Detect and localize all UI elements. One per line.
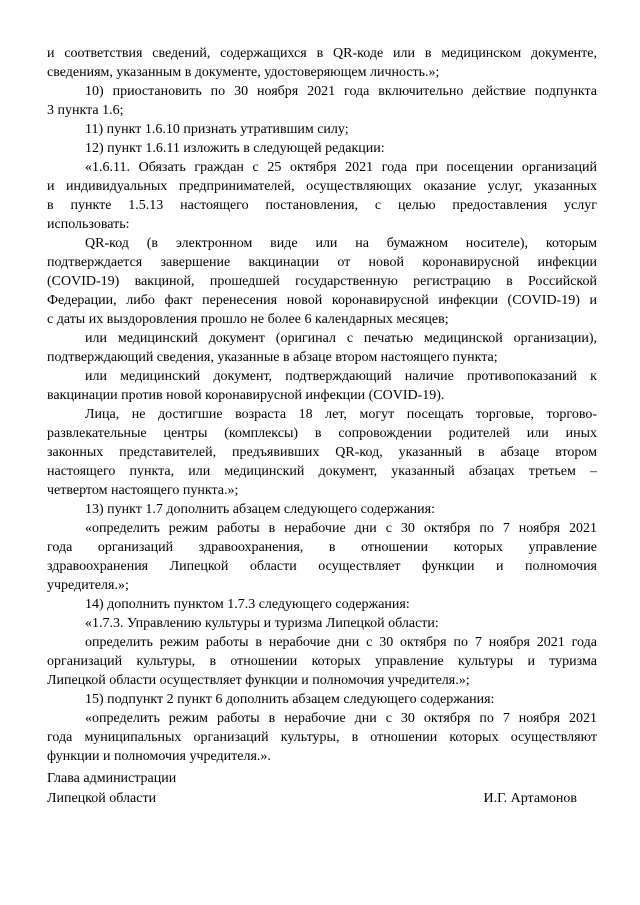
text-line: четвертом настоящего пункта.»; <box>47 483 239 498</box>
text-line: 3 пункта 1.6; <box>47 103 124 118</box>
text-line: определить режим работы в нерабочие дни с 30 октября по 7 ноября 2021 года <box>85 635 597 650</box>
signature-title-line1: Глава администрации <box>47 771 177 786</box>
text-line: законных представителей, предъявивших QR-код, указанный в абзаце втором <box>47 445 597 460</box>
text-line: 12) пункт 1.6.11 изложить в следующей редакции: <box>85 141 385 156</box>
text-line: QR-код (в электронном виде или на бумажном носителе), которым <box>85 236 597 251</box>
text-line: 14) дополнить пунктом 1.7.3 следующего содержания: <box>85 597 410 612</box>
text-line: вакцинации против новой коронавирусной инфекции (COVID-19). <box>47 388 445 403</box>
text-line: «определить режим работы в нерабочие дни с 30 октября по 7 ноября 2021 <box>85 711 597 726</box>
text-line: 10) приостановить по 30 ноября 2021 года включительно действие подпункта <box>85 84 597 99</box>
text-line: использовать: <box>47 217 130 232</box>
signatory-name: И.Г. Артамонов <box>483 791 577 806</box>
text-line: или медицинский документ, подтверждающий наличие противопоказаний к <box>85 369 597 384</box>
document-body <box>47 44 597 766</box>
signature-block <box>47 769 597 809</box>
text-line: (COVID-19) вакциной, прошедшей государственную регистрацию в Российской <box>47 274 597 289</box>
text-line: и индивидуальных предпринимателей, осуществляющих оказание услуг, указанных <box>47 179 597 194</box>
text-line: настоящего пункта, или медицинский документ, указанный абзацах третьем – <box>47 464 597 479</box>
text-line: года организаций здравоохранения, в отношении которых управление <box>47 540 597 555</box>
text-line: с даты их выздоровления прошло не более 6 календарных месяцев; <box>47 312 449 327</box>
text-line: 11) пункт 1.6.10 признать утратившим силу; <box>85 122 349 137</box>
text-line: Федерации, либо факт перенесения новой коронавирусной инфекции (COVID-19) и <box>47 293 597 308</box>
signature-title-line2: Липецкой области <box>47 791 157 806</box>
text-line: или медицинский документ (оригинал с печатью медицинской организации), <box>85 331 597 346</box>
text-line: развлекательные центры (комплексы) в сопровождении родителей или иных <box>47 426 597 441</box>
text-line: и соответствия сведений, содержащихся в QR-коде или в медицинском документе, <box>47 46 597 61</box>
text-line: организаций культуры, в отношении которых управление культуры и туризма <box>47 654 597 669</box>
text-line: «определить режим работы в нерабочие дни с 30 октября по 7 ноября 2021 <box>85 521 597 536</box>
text-line: Липецкой области осуществляет функции и полномочия учредителя.»; <box>47 673 470 688</box>
text-line: 13) пункт 1.7 дополнить абзацем следующего содержания: <box>85 502 435 517</box>
text-line: «1.7.3. Управлению культуры и туризма Липецкой области: <box>85 616 439 631</box>
text-line: 15) подпункт 2 пункт 6 дополнить абзацем следующего содержания: <box>85 692 495 707</box>
text-line: подтверждается завершение вакцинации от новой коронавирусной инфекции <box>47 255 597 270</box>
text-line: подтверждающий сведения, указанные в абзаце втором настоящего пункта; <box>47 350 498 365</box>
text-line: Лица, не достигшие возраста 18 лет, могут посещать торговые, торгово- <box>85 407 597 422</box>
text-line: в пункте 1.5.13 настоящего постановления, с целью предоставления услуг <box>47 198 597 213</box>
text-line: «1.6.11. Обязать граждан с 25 октября 2021 года при посещении организаций <box>85 160 597 175</box>
text-line: функции и полномочия учредителя.». <box>47 749 271 764</box>
text-line: года муниципальных организаций культуры, в отношении которых осуществляют <box>47 730 597 745</box>
text-line: сведениям, указанным в документе, удостоверяющем личность.»; <box>47 65 440 80</box>
text-line: здравоохранения Липецкой области осуществляет функции и полномочия <box>47 559 597 574</box>
text-line: учредителя.»; <box>47 578 129 593</box>
